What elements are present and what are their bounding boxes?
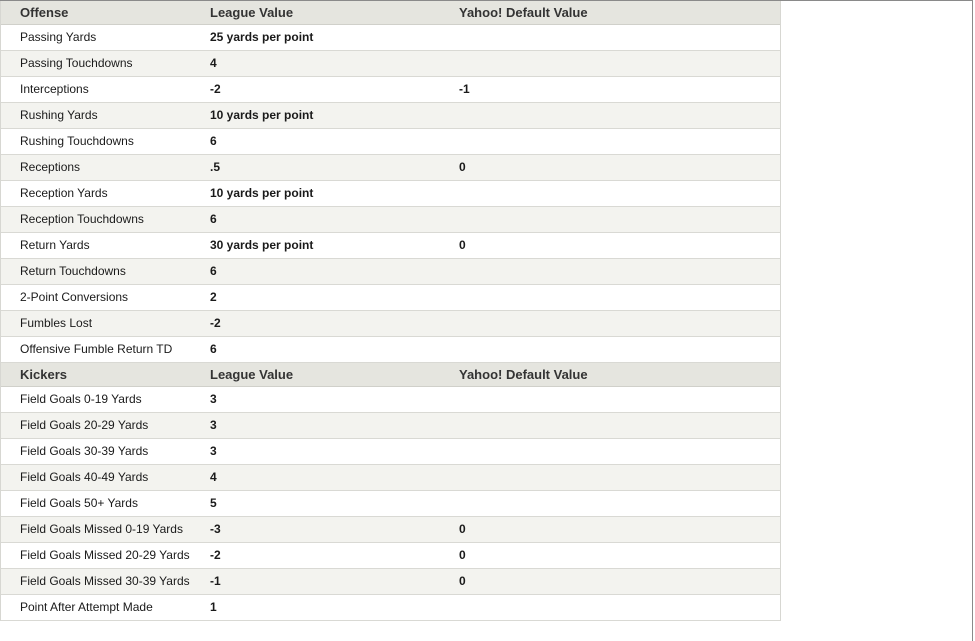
table-row (1, 517, 780, 543)
league-value: 25 yards per point (210, 30, 314, 44)
league-value: 5 (210, 496, 217, 510)
league-value: 6 (210, 212, 217, 226)
league-value: -2 (210, 316, 221, 330)
default-value: 0 (459, 574, 466, 588)
league-value: .5 (210, 160, 221, 174)
league-value: -2 (210, 548, 221, 562)
league-value: 4 (210, 56, 217, 70)
stat-name: Field Goals 30-39 Yards (20, 444, 149, 458)
table-row (1, 569, 780, 595)
table-row (1, 181, 780, 207)
table-row (1, 77, 780, 103)
stat-name: Return Touchdowns (20, 264, 126, 278)
table-row (1, 155, 780, 181)
league-value: 6 (210, 134, 217, 148)
table-row (1, 233, 780, 259)
stat-name: Field Goals Missed 0-19 Yards (20, 522, 183, 536)
offense-section (1, 1, 780, 363)
league-value: 30 yards per point (210, 238, 314, 252)
league-value: 4 (210, 470, 217, 484)
table-row (1, 311, 780, 337)
section-title: Offense (20, 5, 69, 20)
section-title: Kickers (20, 367, 67, 382)
stat-name: Rushing Yards (20, 108, 98, 122)
league-value-column-header: League Value (210, 5, 294, 20)
stat-name: Passing Touchdowns (20, 56, 133, 70)
stat-name: Field Goals 20-29 Yards (20, 418, 149, 432)
league-value: 10 yards per point (210, 186, 314, 200)
stat-name: Return Yards (20, 238, 90, 252)
kickers-rows (1, 387, 780, 621)
stat-name: Receptions (20, 160, 81, 174)
league-value: 1 (210, 600, 217, 614)
table-row (1, 259, 780, 285)
table-row (1, 103, 780, 129)
default-value-column-header: Yahoo! Default Value (459, 367, 588, 382)
default-value: -1 (459, 82, 470, 96)
table-row (1, 337, 780, 363)
default-value: 0 (459, 160, 466, 174)
default-value: 0 (459, 548, 466, 562)
league-value: 3 (210, 418, 217, 432)
stat-name: Interceptions (20, 82, 89, 96)
table-row (1, 413, 780, 439)
table-row (1, 439, 780, 465)
table-row (1, 25, 780, 51)
table-row (1, 285, 780, 311)
default-value: 0 (459, 238, 466, 252)
league-value: -2 (210, 82, 221, 96)
table-row (1, 543, 780, 569)
table-row (1, 387, 780, 413)
league-value: -1 (210, 574, 221, 588)
league-value: 2 (210, 290, 217, 304)
stat-name: Point After Attempt Made (20, 600, 153, 614)
league-value: -3 (210, 522, 221, 536)
table-row (1, 595, 780, 621)
table-row (1, 465, 780, 491)
league-value: 3 (210, 444, 217, 458)
stat-name: Passing Yards (20, 30, 97, 44)
stat-name: Rushing Touchdowns (20, 134, 134, 148)
default-value: 0 (459, 522, 466, 536)
table-row (1, 129, 780, 155)
league-value: 6 (210, 264, 217, 278)
kickers-header-row (1, 363, 780, 387)
league-value: 3 (210, 392, 217, 406)
table-row (1, 207, 780, 233)
stat-name: Field Goals 40-49 Yards (20, 470, 149, 484)
league-value: 6 (210, 342, 217, 356)
stat-name: Field Goals 50+ Yards (20, 496, 138, 510)
table-row (1, 51, 780, 77)
table-row (1, 491, 780, 517)
stat-name: Offensive Fumble Return TD (20, 342, 173, 356)
stat-name: Reception Touchdowns (20, 212, 144, 226)
stat-name: Reception Yards (20, 186, 108, 200)
stat-name: Fumbles Lost (20, 316, 93, 330)
stat-name: Field Goals 0-19 Yards (20, 392, 142, 406)
default-value-column-header: Yahoo! Default Value (459, 5, 588, 20)
league-value-column-header: League Value (210, 367, 294, 382)
scoring-settings-table (0, 1, 781, 621)
offense-header-row (1, 1, 780, 25)
stat-name: Field Goals Missed 20-29 Yards (20, 548, 190, 562)
offense-rows (1, 25, 780, 363)
stat-name: Field Goals Missed 30-39 Yards (20, 574, 190, 588)
kickers-section (1, 363, 780, 621)
league-value: 10 yards per point (210, 108, 314, 122)
stat-name: 2-Point Conversions (20, 290, 129, 304)
